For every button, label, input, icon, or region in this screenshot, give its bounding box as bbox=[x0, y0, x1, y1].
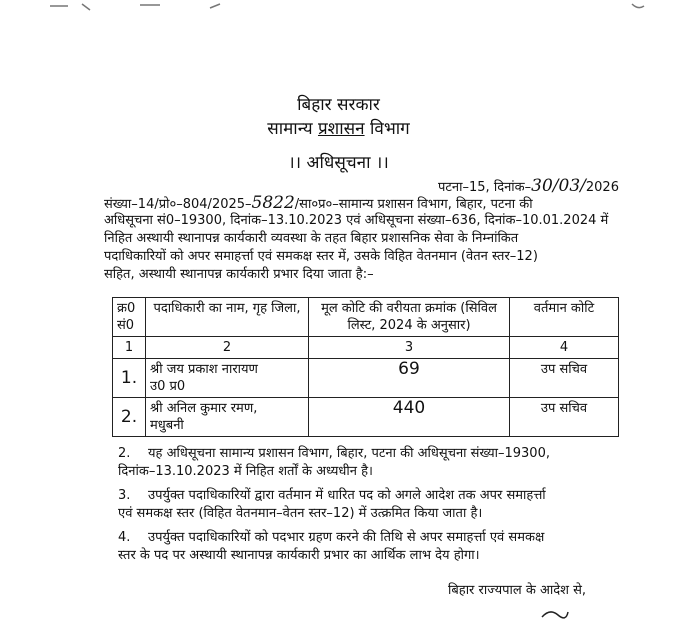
para-4-line-2: स्तर के पद पर अस्थायी स्थानापन्न कार्यकारी प्रभार का आर्थिक लाभ देय होगा। bbox=[118, 548, 480, 563]
officer-district: उ0 प्र0 bbox=[150, 379, 186, 394]
govt-title: बिहार सरकार bbox=[297, 95, 380, 115]
row-name-cell bbox=[146, 359, 309, 398]
row-seniority: 440 bbox=[309, 398, 510, 437]
intro-line-2: निहित अस्थायी स्थानापन्न कार्यकारी व्यवस्था के तहत बिहार प्रशासनिक सेवा के निम्नांकित bbox=[104, 231, 519, 246]
colnum-3: 3 bbox=[309, 337, 510, 359]
para-3-line-2: एवं समकक्ष स्तर (विहित वेतनमान–वेतन स्तर–12) में उत्क्रमित किया जाता है। bbox=[118, 506, 483, 521]
row-name-cell bbox=[146, 398, 309, 437]
header-seniority: मूल कोटि की वरीयता क्रमांक (सिविल लिस्ट, 2024 के अनुसार) bbox=[309, 298, 510, 337]
row-grade: उप सचिव bbox=[510, 398, 619, 437]
colnum-2: 2 bbox=[146, 337, 309, 359]
row-sno: 1. bbox=[113, 359, 146, 398]
para-2-line-2: दिनांक–13.10.2023 में निहित शर्तों के अध्यधीन है। bbox=[118, 464, 373, 479]
closing-line: बिहार राज्यपाल के आदेश से, bbox=[448, 583, 587, 598]
row-grade: उप सचिव bbox=[510, 359, 619, 398]
row-seniority: 69 bbox=[309, 359, 510, 398]
para-4-line-1: उपर्युक्त पदाधिकारियों को पदभार ग्रहण करने की तिथि से अपर समाहर्त्ता एवं समकक्ष bbox=[148, 530, 545, 545]
intro-line-3: पदाधिकारियों को अपर समाहर्त्ता एवं समकक्ष स्तर में, उसके विहित वेतनमान (वेतन स्तर–12) bbox=[104, 249, 538, 264]
officer-district: मधुबनी bbox=[150, 418, 184, 433]
intro-line-4: सहित, अस्थायी स्थानापन्न कार्यकारी प्रभार दिया जाता है:– bbox=[104, 267, 374, 282]
handwritten-date: 30/03/ bbox=[531, 176, 586, 196]
notification-heading: ।। अधिसूचना ।। bbox=[288, 153, 389, 173]
intro-line-1: अधिसूचना सं0–19300, दिनांक–13.10.2023 एवं अधिसूचना संख्या–636, दिनांक–10.01.2024 में bbox=[104, 213, 609, 228]
header-sno: क्र0 सं0 bbox=[113, 298, 146, 337]
table-row bbox=[113, 398, 619, 437]
place-date: पटना–15, दिनांक–30/03/2026 bbox=[438, 176, 619, 196]
top-scan-marks bbox=[20, 0, 660, 14]
para-2-line-1: यह अधिसूचना सामान्य प्रशासन विभाग, बिहार, पटना की अधिसूचना संख्या–19300, bbox=[148, 446, 550, 461]
para-2-number: 2. bbox=[118, 446, 131, 461]
para-3-line-1: उपर्युक्त पदाधिकारियों द्वारा वर्तमान में धारित पद को अगले आदेश तक अपर समाहर्त्ता bbox=[148, 488, 546, 503]
header-name: पदाधिकारी का नाम, गृह जिला, bbox=[146, 298, 309, 337]
table-header-row bbox=[113, 298, 619, 337]
row-sno: 2. bbox=[113, 398, 146, 437]
colnum-1: 1 bbox=[113, 337, 146, 359]
officers-table bbox=[112, 297, 619, 437]
officer-name: श्री अनिल कुमार रमण, bbox=[150, 401, 258, 416]
department-title: सामान्य प्रशासन विभाग bbox=[267, 119, 410, 139]
para-3-number: 3. bbox=[118, 488, 131, 503]
reference-line: संख्या–14/प्रो०–804/2025–5822/सा०प्र०–सामान्य प्रशासन विभाग, बिहार, पटना की bbox=[104, 193, 533, 213]
para-4-number: 4. bbox=[118, 530, 131, 545]
table-colnum-row bbox=[113, 337, 619, 359]
header-grade: वर्तमान कोटि bbox=[510, 298, 619, 337]
handwritten-number: 5822 bbox=[251, 193, 295, 213]
officer-name: श्री जय प्रकाश नारायण bbox=[150, 362, 258, 377]
signature-mark bbox=[540, 606, 570, 619]
colnum-4: 4 bbox=[510, 337, 619, 359]
table-row bbox=[113, 359, 619, 398]
